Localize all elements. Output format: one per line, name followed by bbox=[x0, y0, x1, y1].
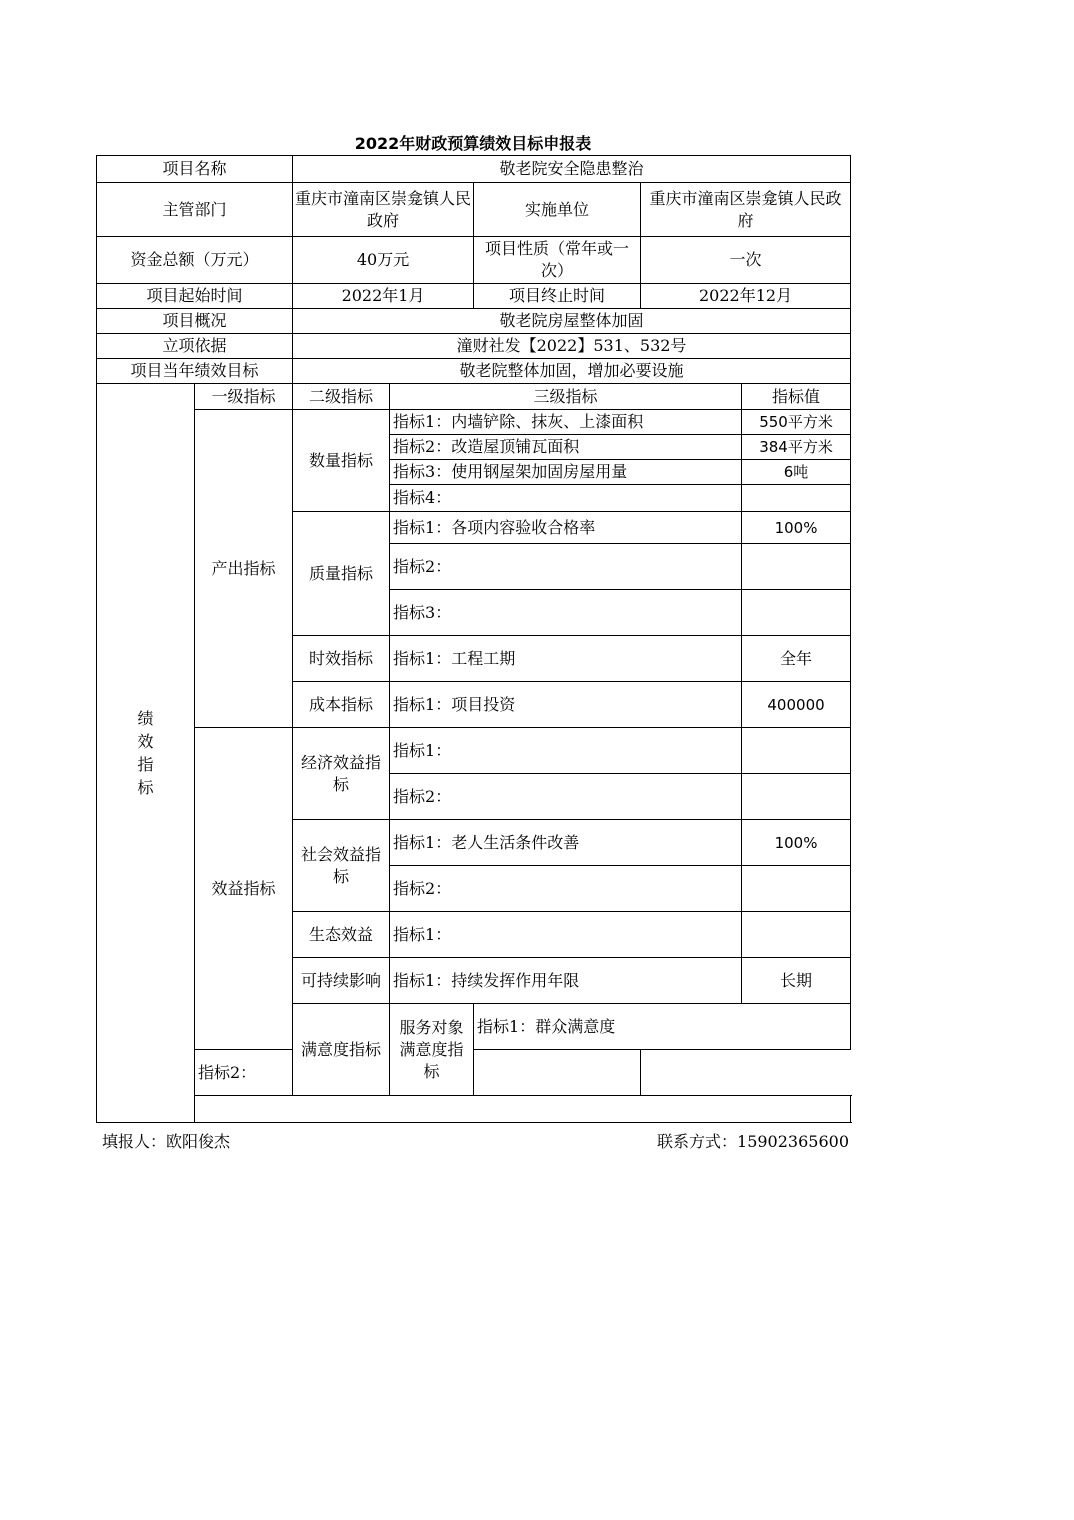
social-item-2: 指标2： bbox=[390, 866, 742, 912]
level1-output: 产出指标 bbox=[195, 410, 293, 728]
satisfaction-value-2 bbox=[474, 1050, 641, 1096]
impl-label: 实施单位 bbox=[474, 183, 641, 237]
nature-value: 一次 bbox=[641, 237, 851, 284]
end-label: 项目终止时间 bbox=[474, 284, 641, 309]
quality-item-2: 指标2： bbox=[390, 544, 742, 590]
sustainable-item-1: 指标1：持续发挥作用年限 bbox=[390, 958, 742, 1004]
economic-value-1 bbox=[742, 728, 851, 774]
quantity-value-1: 550平方米 bbox=[742, 410, 851, 435]
project-name-value: 敬老院安全隐患整治 bbox=[293, 156, 851, 183]
quality-item-3: 指标3： bbox=[390, 590, 742, 636]
level1-satisfaction: 满意度指标 bbox=[293, 1004, 390, 1096]
ecological-value-1 bbox=[742, 912, 851, 958]
start-value: 2022年1月 bbox=[293, 284, 474, 309]
fund-label: 资金总额（万元） bbox=[97, 237, 293, 284]
level2-quality: 质量指标 bbox=[293, 512, 390, 636]
blank-footer-row bbox=[195, 1096, 851, 1123]
sustainable-value-1: 长期 bbox=[742, 958, 851, 1004]
end-value: 2022年12月 bbox=[641, 284, 851, 309]
nature-label: 项目性质（常年或一次） bbox=[474, 237, 641, 284]
level2-quantity: 数量指标 bbox=[293, 410, 390, 512]
social-item-1: 指标1：老人生活条件改善 bbox=[390, 820, 742, 866]
cost-item-1: 指标1：项目投资 bbox=[390, 682, 742, 728]
level2-cost: 成本指标 bbox=[293, 682, 390, 728]
timeliness-item-1: 指标1：工程工期 bbox=[390, 636, 742, 682]
start-label: 项目起始时间 bbox=[97, 284, 293, 309]
economic-value-2 bbox=[742, 774, 851, 820]
quality-item-1: 指标1：各项内容验收合格率 bbox=[390, 512, 742, 544]
level2-header: 二级指标 bbox=[293, 384, 390, 410]
economic-item-1: 指标1： bbox=[390, 728, 742, 774]
basis-value: 潼财社发【2022】531、532号 bbox=[293, 334, 851, 359]
basis-label: 立项依据 bbox=[97, 334, 293, 359]
level1-benefit: 效益指标 bbox=[195, 728, 293, 1050]
contact-info: 联系方式：15902365600 bbox=[657, 1132, 849, 1151]
level2-ecological: 生态效益 bbox=[293, 912, 390, 958]
economic-item-2: 指标2： bbox=[390, 774, 742, 820]
quality-value-2 bbox=[742, 544, 851, 590]
quantity-value-4 bbox=[742, 485, 851, 512]
cost-value-1: 400000 bbox=[742, 682, 851, 728]
quality-value-1: 100% bbox=[742, 512, 851, 544]
level2-sustainable: 可持续影响 bbox=[293, 958, 390, 1004]
overview-value: 敬老院房屋整体加固 bbox=[293, 309, 851, 334]
level1-header: 一级指标 bbox=[195, 384, 293, 410]
level2-service: 服务对象满意度指标 bbox=[390, 1004, 474, 1096]
level2-timeliness: 时效指标 bbox=[293, 636, 390, 682]
dept-label: 主管部门 bbox=[97, 183, 293, 237]
impl-value: 重庆市潼南区崇龛镇人民政府 bbox=[641, 183, 851, 237]
dept-value: 重庆市潼南区崇龛镇人民政府 bbox=[293, 183, 474, 237]
level2-social: 社会效益指标 bbox=[293, 820, 390, 912]
fund-value: 40万元 bbox=[293, 237, 474, 284]
quantity-value-3: 6吨 bbox=[742, 460, 851, 485]
overview-label: 项目概况 bbox=[97, 309, 293, 334]
social-value-1: 100% bbox=[742, 820, 851, 866]
level2-economic: 经济效益指标 bbox=[293, 728, 390, 820]
ecological-item-1: 指标1： bbox=[390, 912, 742, 958]
social-value-2 bbox=[742, 866, 851, 912]
value-header: 指标值 bbox=[742, 384, 851, 410]
filler-name: 填报人：欧阳俊杰 bbox=[102, 1132, 231, 1151]
satisfaction-item-2: 指标2： bbox=[195, 1050, 474, 1096]
perf-indicator-text: 绩效指标 bbox=[137, 709, 154, 797]
goal-value: 敬老院整体加固，增加必要设施 bbox=[293, 359, 851, 384]
quantity-item-3: 指标3：使用钢屋架加固房屋用量 bbox=[390, 460, 742, 485]
goal-label: 项目当年绩效目标 bbox=[97, 359, 293, 384]
quantity-item-4: 指标4： bbox=[390, 485, 742, 512]
form-title: 2022年财政预算绩效目标申报表 bbox=[354, 134, 592, 153]
satisfaction-item-1: 指标1：群众满意度 bbox=[474, 1004, 851, 1050]
quality-value-3 bbox=[742, 590, 851, 636]
timeliness-value-1: 全年 bbox=[742, 636, 851, 682]
performance-form-table bbox=[96, 155, 851, 1123]
level3-header: 三级指标 bbox=[390, 384, 742, 410]
quantity-item-2: 指标2：改造屋顶铺瓦面积 bbox=[390, 435, 742, 460]
perf-indicator-label bbox=[97, 384, 195, 1123]
project-name-label: 项目名称 bbox=[97, 156, 293, 183]
quantity-value-2: 384平方米 bbox=[742, 435, 851, 460]
quantity-item-1: 指标1：内墙铲除、抹灰、上漆面积 bbox=[390, 410, 742, 435]
